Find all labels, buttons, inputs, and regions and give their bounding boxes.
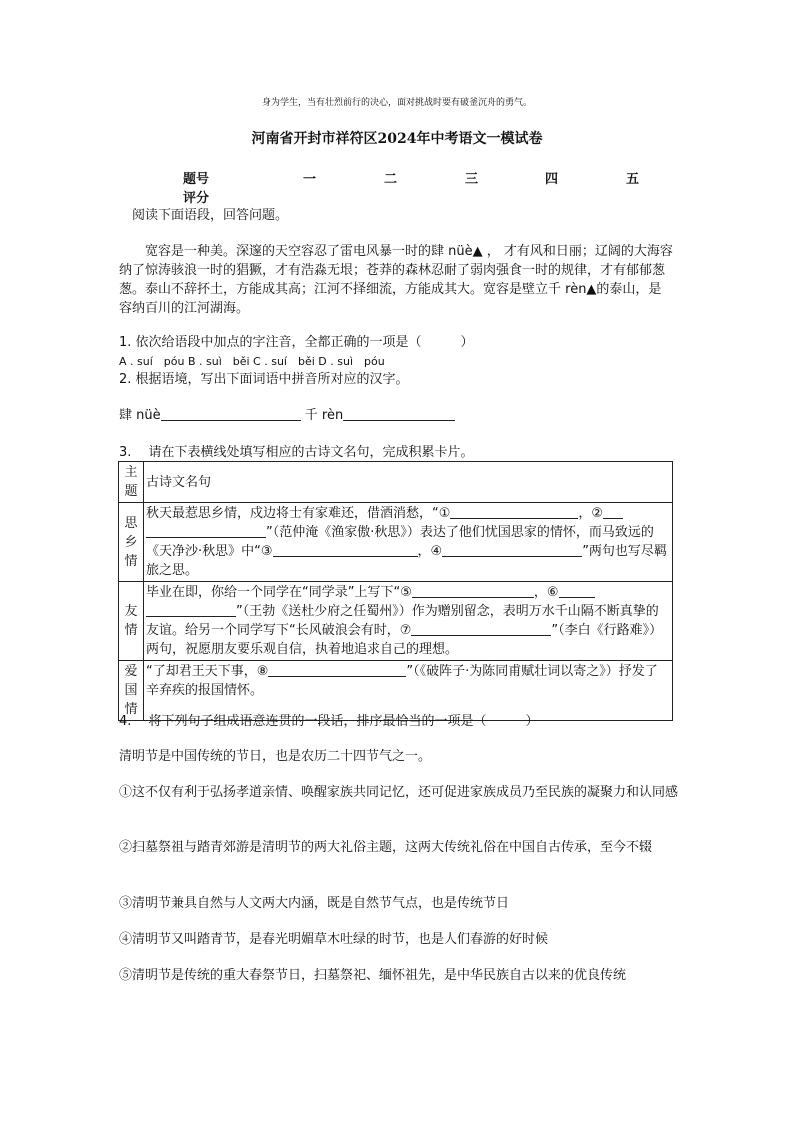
score-col-1: 一	[303, 172, 317, 187]
fill-blank-6[interactable]	[559, 585, 595, 598]
q3-stem: 3. 请在下表横线处填写相应的古诗文名句，完成积累卡片。	[119, 445, 474, 460]
card-text: “了却君王天下事，⑧	[146, 664, 269, 679]
score-col-3: 三	[465, 172, 479, 187]
q2-stem: 2. 根据语境，写出下面词语中拼音所对应的汉字。	[119, 372, 409, 387]
fill-blank-4[interactable]	[442, 544, 582, 557]
q2-blank-1[interactable]	[161, 408, 301, 421]
card-text: 秋天最惹思乡情，戍边将士有家难还，借酒消愁，“①	[146, 506, 451, 521]
score-table-label-score: 评分	[183, 191, 210, 206]
fill-blank-6-cont[interactable]	[146, 604, 236, 617]
q2-blank-2[interactable]	[343, 408, 455, 421]
card-text: ，②	[578, 506, 604, 521]
q4-stem: 4. 将下列句子组成语意连贯的一段话，排序最恰当的一项是（ ）	[119, 714, 539, 729]
q4-item-2: ②扫墓祭祖与踏青郊游是清明节的两大礼俗主题，这两大传统礼俗在中国自古传承，至今不辍	[119, 840, 653, 855]
q2-answer-line	[119, 406, 455, 425]
q4-lead: 清明节是中国传统的节日，也是农历二十四节气之一。	[119, 749, 432, 764]
fill-blank-7[interactable]	[411, 623, 551, 636]
exam-title: 河南省开封市祥符区2024年中考语文一模试卷	[251, 131, 543, 147]
q2-word-2: 千 rèn	[304, 408, 344, 423]
card-text: ”（《破阵子·为陈同甫赋壮词以寄之》）抒发了辛弃疾的报国情怀。	[146, 664, 658, 698]
card-text: ”（李白《行路难》）两句，祝愿朋友要乐观自信，执着地追求自己的理想。	[146, 623, 663, 657]
card-header-theme: 主题	[119, 462, 144, 503]
fill-blank-8[interactable]	[268, 664, 406, 677]
fill-blank-2-cont[interactable]	[146, 525, 266, 538]
fill-blank-5[interactable]	[412, 585, 534, 598]
card-content-homesick	[144, 503, 673, 582]
score-table-label-question: 题号	[183, 172, 210, 187]
card-header-content: 古诗文名句	[144, 462, 673, 503]
card-text: 毕业在即，你给一个同学在“同学录”上写下“⑤	[146, 585, 412, 600]
q1-options: A . suí póu B . suì běi C . suí běi D . suì póu	[119, 355, 385, 368]
score-col-5: 五	[626, 172, 640, 187]
score-col-4: 四	[545, 172, 559, 187]
card-text: ，④	[417, 544, 443, 559]
card-text: ”（范仲淹《渔家傲·秋思》）表达了他们忧国思家的情怀，而马致远的《天净沙·秋思》中“③	[146, 525, 654, 559]
card-theme-patriotism: 爱国情	[119, 661, 144, 721]
card-header-row	[119, 462, 673, 503]
card-content-friendship	[144, 582, 673, 661]
card-theme-friendship: 友情	[119, 582, 144, 661]
accumulation-card-table	[118, 461, 673, 721]
reading-intro: 阅读下面语段，回答问题。	[132, 208, 289, 223]
score-col-2: 二	[384, 172, 398, 187]
card-text: ”两句也写尽羁旅之思。	[146, 544, 667, 578]
fill-blank-3[interactable]	[273, 544, 418, 557]
q2-word-1: 肆 nüè	[119, 408, 161, 423]
card-row-homesick	[119, 503, 673, 582]
q1-stem: 1. 依次给语段中加点的字注音，全都正确的一项是（ ）	[119, 335, 474, 350]
fill-blank-2[interactable]	[603, 506, 623, 519]
card-text: ，⑥	[533, 585, 559, 600]
header-motto: 身为学生，当有壮烈前行的决心，面对挑战时要有破釜沉舟的勇气。	[261, 98, 532, 108]
q4-item-3: ③清明节兼具自然与人文两大内涵，既是自然节气点，也是传统节日	[119, 896, 510, 911]
fill-blank-1[interactable]	[450, 506, 578, 519]
card-theme-homesick: 思乡情	[119, 503, 144, 582]
card-row-friendship	[119, 582, 673, 661]
q4-item-1: ①这不仅有利于弘扬孝道亲情、唤醒家族共同记忆，还可促进家族成员乃至民族的凝聚力和认同感	[119, 785, 679, 800]
q4-item-5: ⑤清明节是传统的重大春祭节日，扫墓祭祀、缅怀祖先，是中华民族自古以来的优良传统	[119, 968, 627, 983]
reading-passage: 宽容是一种美。深邃的天空容忍了雷电风暴一时的肆 nüè▲ ， 才有风和日丽；辽阔的大海容纳了惊涛骇浪一时的猖獗，才有浩淼无垠；苍莽的森林忍耐了弱肉强食一时的规律，才有郁郁葱葱。泰山不辞抔土，方能成其高；江河不择细流，方能成其大。宽容是壁立千 rèn▲的泰山，是容纳百川的江河湖海。	[119, 244, 673, 316]
q4-item-4: ④清明节又叫踏青节，是春光明媚草木吐绿的时节，也是人们春游的好时候	[119, 932, 549, 947]
card-text: ”（王勃《送杜少府之任蜀州》）作为赠别留念，表明万水千山隔不断真挚的友谊。给另一个同学写下“长风破浪会有时，⑦	[146, 604, 659, 638]
